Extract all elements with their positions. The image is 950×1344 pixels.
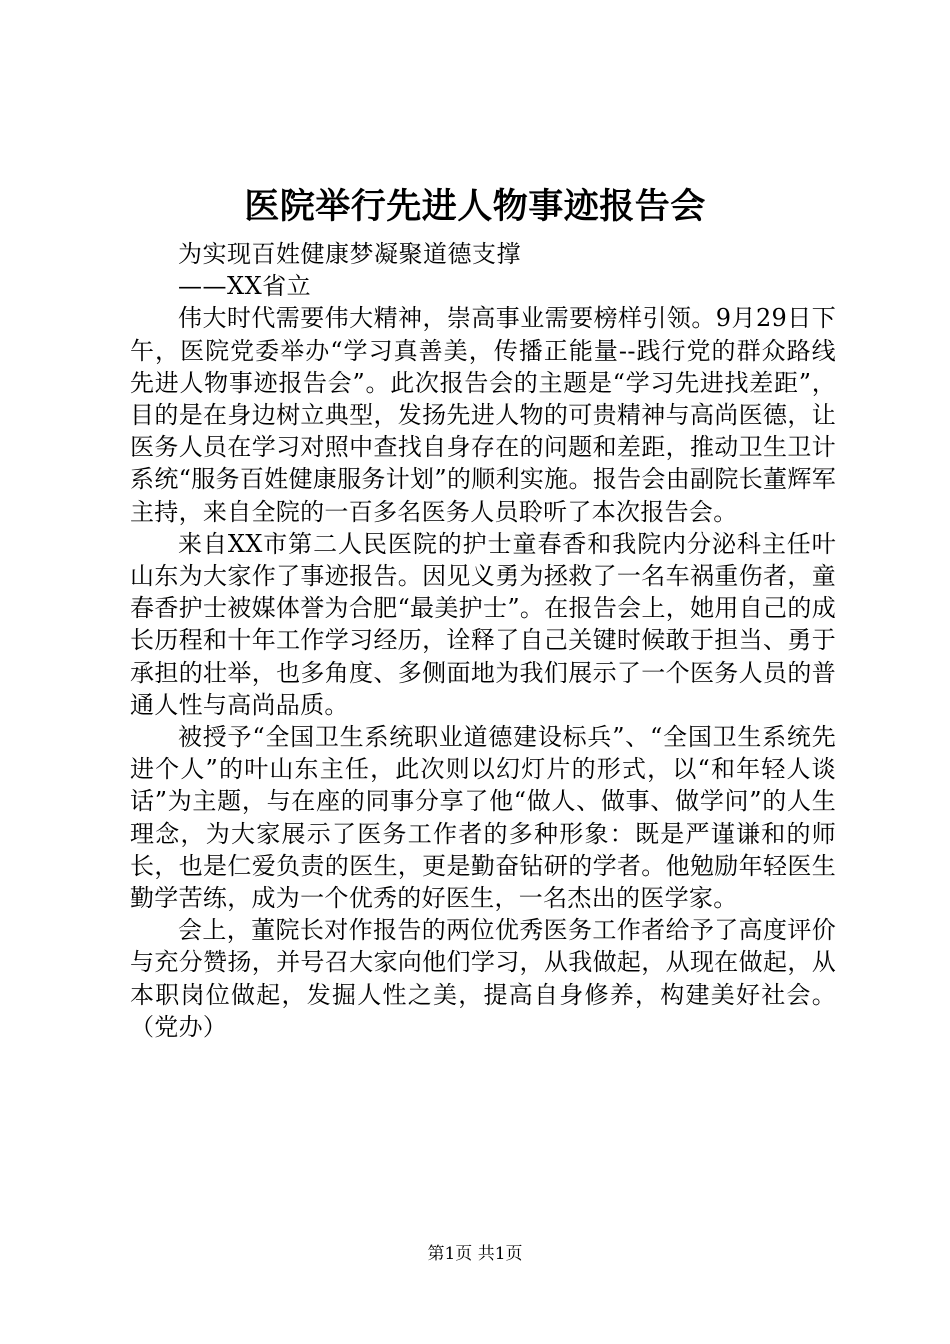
document-body [130, 238, 836, 1043]
document-byline: ——XX省立 [178, 272, 312, 301]
document-subtitle: 为实现百姓健康梦凝聚道德支撑 [178, 240, 521, 268]
paragraph-4: 会上，董院长对作报告的两位优秀医务工作者给予了高度评价与充分赞扬，并号召大家向他们学习，从我做起，从现在做起，从本职岗位做起，发掘人性之美，提高自身修养，构建美好社会。（党办） [130, 916, 836, 1041]
paragraph-2: 来自XX市第二人民医院的护士童春香和我院内分泌科主任叶山东为大家作了事迹报告。因见义勇为拯救了一名车祸重伤者，童春香护士被媒体誉为合肥“最美护士”。在报告会上，她用自己的成长历程和十年工作学习经历，诠释了自己关键时候敢于担当、勇于承担的壮举，也多角度、多侧面地为我们展示了一个医务人员的普通人性与高尚品质。 [130, 529, 836, 719]
paragraph-3: 被授予“全国卫生系统职业道德建设标兵”、“全国卫生系统先进个人”的叶山东主任，此次则以幻灯片的形式，以“和年轻人谈话”为主题，与在座的同事分享了他“做人、做事、做学问”的人生理念，为大家展示了医务工作者的多种形象：既是严谨谦和的师长，也是仁爱负责的医生，更是勤奋钻研的学者。他勉励年轻医生勤学苦练，成为一个优秀的好医生，一名杰出的医学家。 [130, 723, 836, 913]
page-footer: 第1页 共1页 [427, 1244, 523, 1264]
paragraph-1: 伟大时代需要伟大精神，崇高事业需要榜样引领。9月29日下午，医院党委举办“学习真善美，传播正能量--践行党的群众路线先进人物事迹报告会”。此次报告会的主题是“学习先进找差距”，目的是在身边树立典型，发扬先进人物的可贵精神与高尚医德，让医务人员在学习对照中查找自身存在的问题和差距，推动卫生卫计系统“服务百姓健康服务计划”的顺利实施。报告会由副院长董辉军主持，来自全院的一百多名医务人员聆听了本次报告会。 [130, 304, 836, 526]
document-title: 医院举行先进人物事迹报告会 [244, 186, 706, 227]
